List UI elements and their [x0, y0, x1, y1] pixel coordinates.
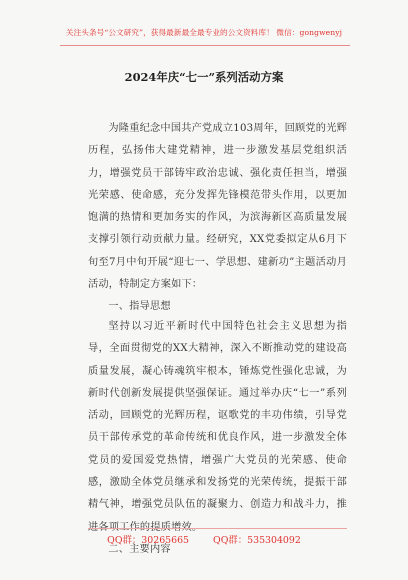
guiding-ideology-paragraph: 坚持以习近平新时代中国特色社会主义思想为指导，全面贯彻党的XX大精神，深入不断推动党的建设高质量发展，凝心铸魂筑牢根本，锤炼党性强化忠诚，为新时代创新发展提供坚强保证。通过举办庆“七一”系列活动，回顾党的光辉历程，讴歌党的丰功伟绩，引导党员干部传承党的革命传统和优良作风，进一步激发全体党员的爱国爱党热情，增强广大党员的光荣感、使命感，激励全体党员继承和发扬党的光荣传统，提振干部精气神，增强党员队伍的凝聚力、创造力和战斗力，推 — [88, 321, 347, 511]
qq-group-2: QQ群：535304092 — [213, 535, 301, 546]
intro-paragraph: 为隆重纪念中国共产党成立103周年，回顾党的光辉历程，弘扬伟大建党精神，进一步激发基层党组织活力，增强党员干部铸牢政治忠诚、强化责任担当，增强光荣感、使命感，充分发挥先锋模范带头作用，以更加饱满的热情和更加务实的作风，为滨海新区高质量发展支撑引领行动贡献力量。经研究，XX党委拟定从6月下旬至7月中旬开展“迎七一、学思想、建新功”主题活动月活动，特制定方案如下： — [88, 123, 347, 291]
header-banner: 关注头条号“公文研究”，获得最新最全最专业的公文资料库！ 微信：gongwenyj — [65, 28, 343, 37]
qq-group-1: QQ群：30265665 — [107, 535, 190, 546]
footer-divider — [88, 528, 347, 529]
document-title: 2024年庆“七一”系列活动方案 — [124, 70, 284, 84]
guiding-ideology-section — [88, 316, 347, 561]
section-heading-main-content: 二、主要内容 — [108, 543, 171, 555]
footer-qq-groups — [0, 532, 408, 546]
header-divider — [60, 45, 350, 46]
section-heading-guiding-ideology: 一、指导思想 — [108, 301, 171, 313]
intro-section — [88, 118, 347, 319]
